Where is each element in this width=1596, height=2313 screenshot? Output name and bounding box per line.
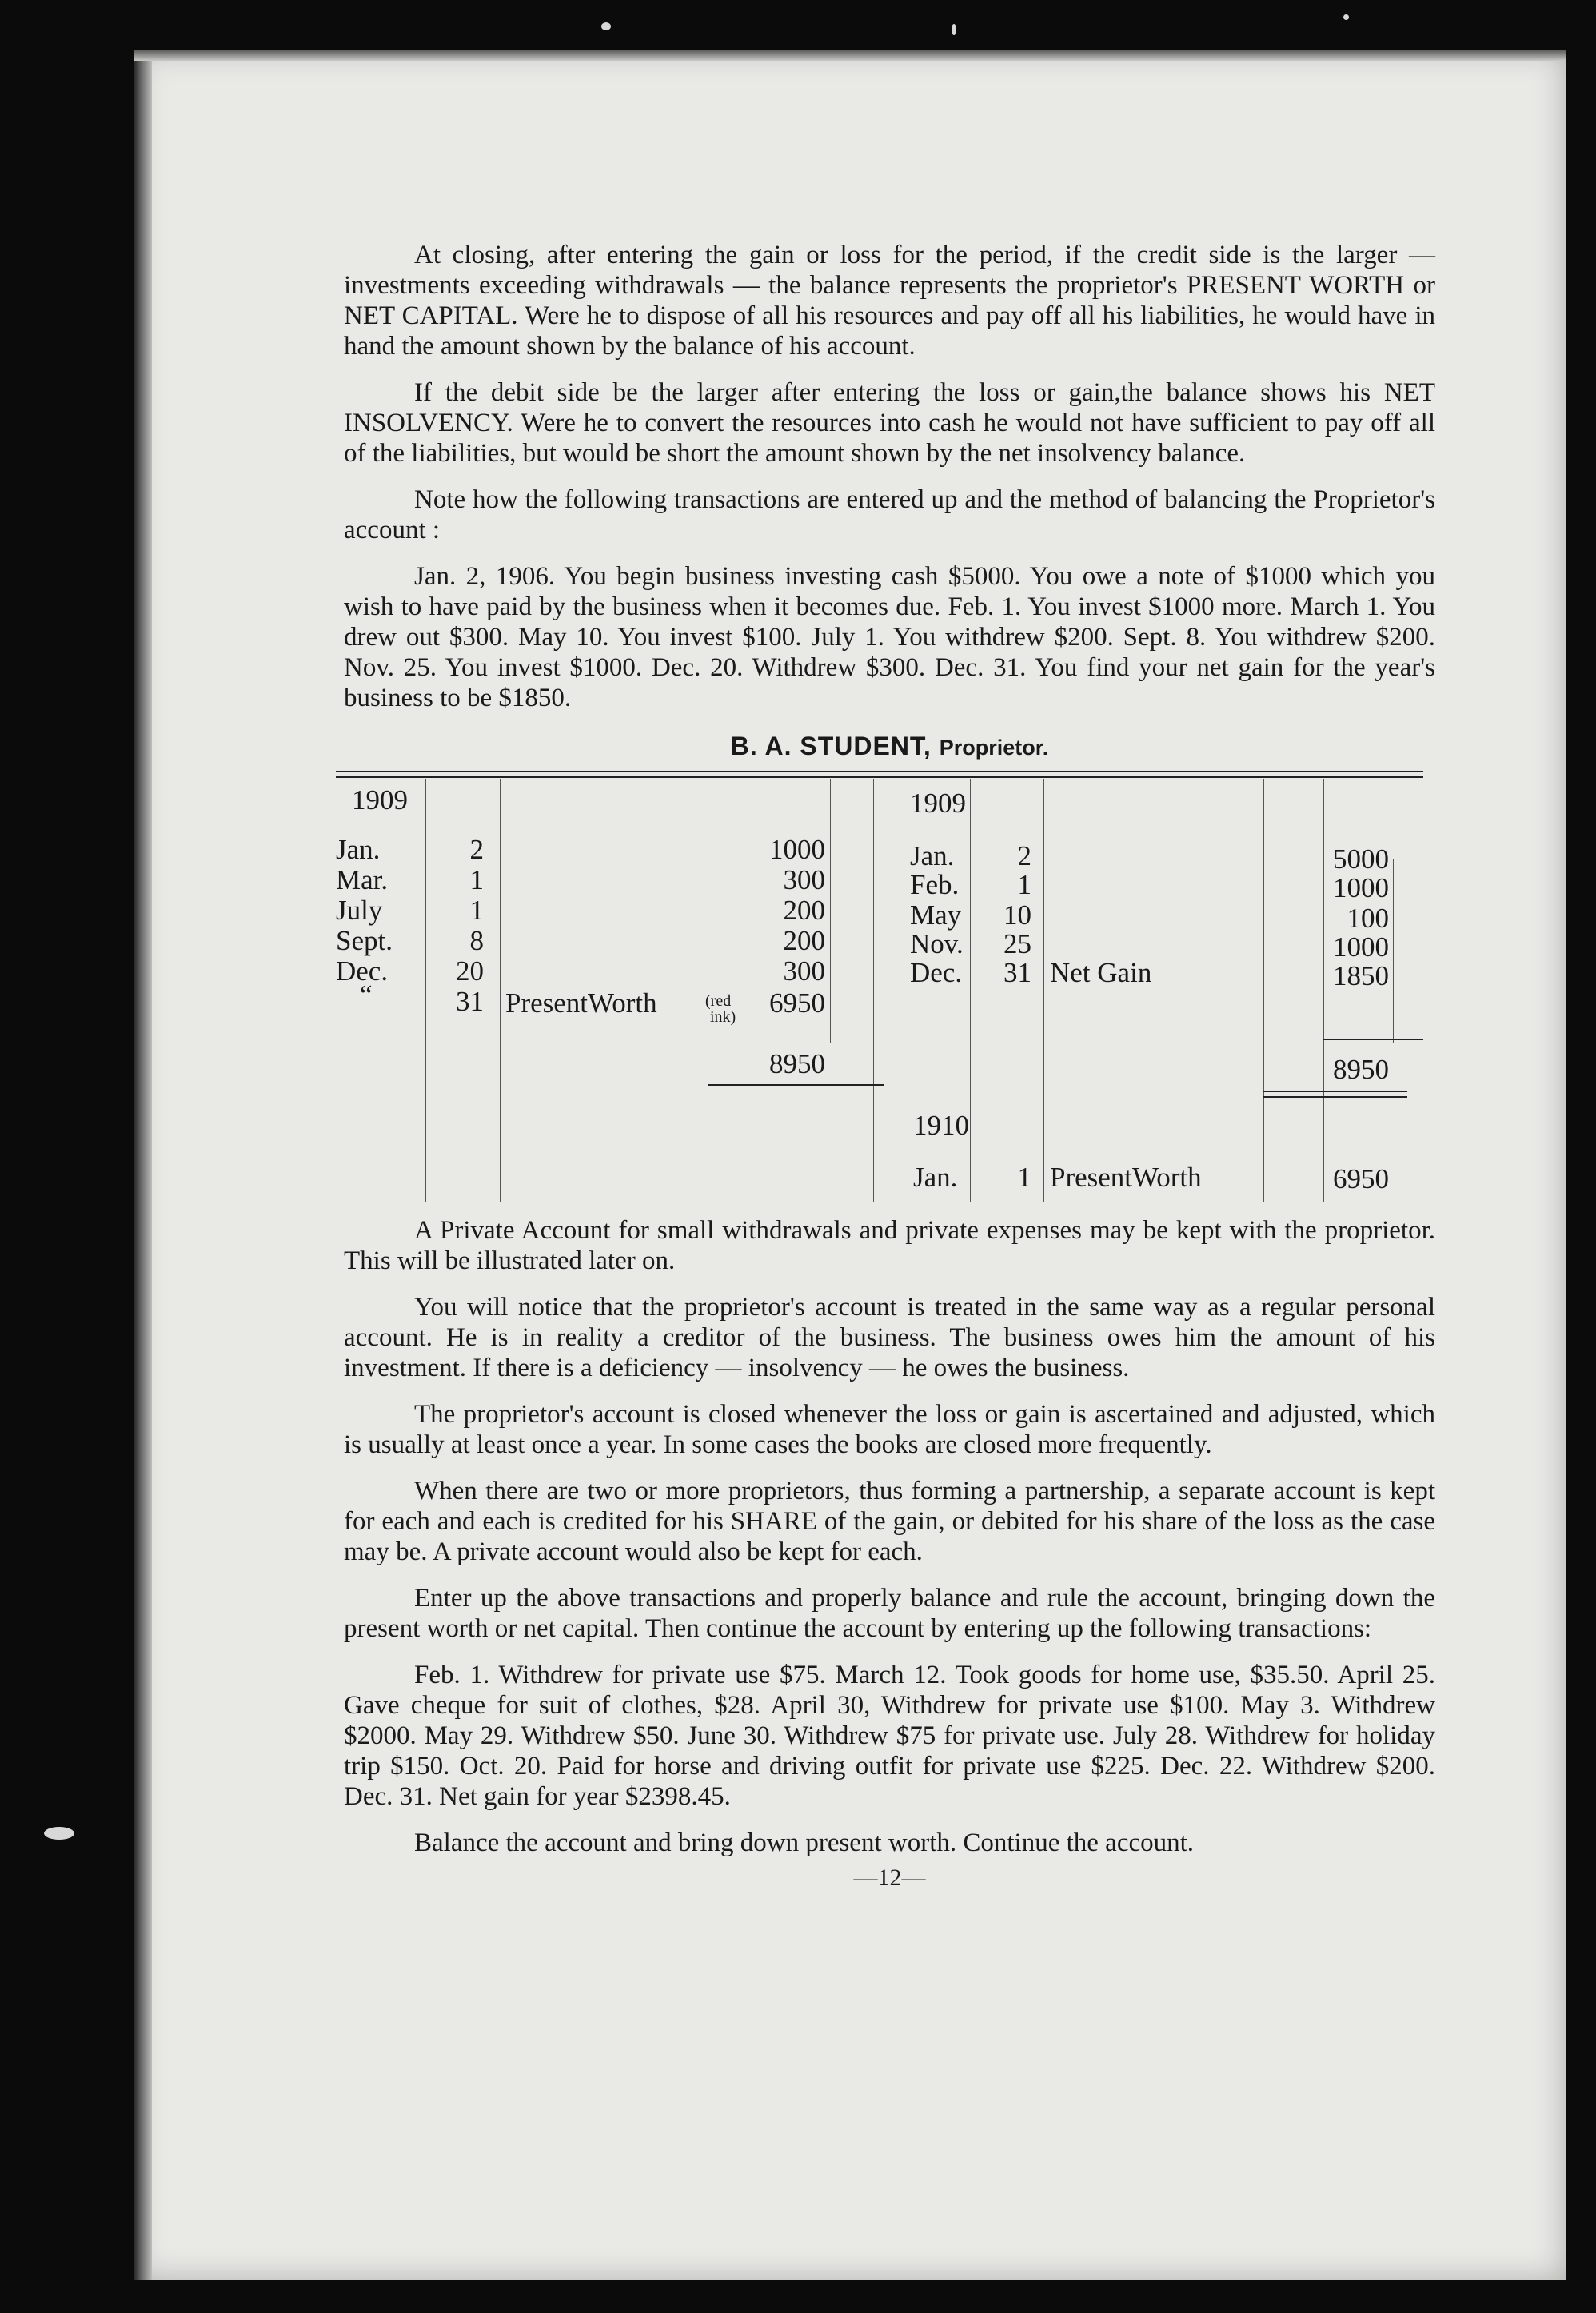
debit-total: 8950 — [769, 1048, 825, 1079]
debit-amount: 300 — [783, 864, 825, 895]
credit-month: May — [910, 899, 962, 931]
present-worth-label: PresentWorth — [505, 987, 657, 1019]
ledger-column-rule — [1263, 779, 1264, 1202]
ledger-subtitle: Proprietor. — [939, 736, 1049, 760]
ledger-column-rule — [1393, 859, 1394, 1043]
ledger-column-rule — [970, 779, 971, 1202]
scan-speck — [44, 1827, 74, 1840]
ledger-top-rule — [336, 776, 1423, 778]
credit-month: Dec. — [910, 957, 963, 988]
debit-month: Dec. — [336, 955, 389, 987]
debit-day: 2 — [469, 834, 484, 865]
debit-month: “ — [360, 979, 373, 1011]
ledger-closing-rule — [1263, 1091, 1407, 1092]
credit-amount: 100 — [1347, 903, 1389, 934]
credit-amount: 1000 — [1333, 931, 1389, 963]
debit-day: 20 — [456, 955, 484, 987]
ledger-column-rule — [425, 779, 426, 1202]
ledger-column-rule — [1043, 779, 1044, 1202]
carried-label: PresentWorth — [1050, 1162, 1202, 1193]
debit-amount: 6950 — [769, 987, 825, 1019]
debit-amount: 200 — [783, 925, 825, 956]
debit-month: Sept. — [336, 925, 393, 956]
credit-amount: 1850 — [1333, 960, 1389, 991]
scan-speck — [1343, 14, 1349, 20]
page-number: —12— — [853, 1864, 926, 1891]
credit-month: Jan. — [910, 840, 955, 871]
paragraph: At closing, after entering the gain or loss for the period, if the credit side is the larger — investments exceeding withdrawals — the balance represents the proprietor's PRESENT WORTH or NET CAPITAL. Were he to dispose of all his resources and pay off all his liabilities, he would have in hand the amount shown by the balance of his account. — [344, 241, 1435, 361]
credit-amount: 1000 — [1333, 872, 1389, 903]
ledger-heading — [344, 731, 1435, 763]
credit-day: 2 — [1017, 840, 1031, 871]
credit-day: 1 — [1017, 869, 1031, 900]
page-binding-edge — [134, 50, 152, 2280]
ledger-column-rule — [830, 779, 831, 1043]
debit-month: Mar. — [336, 864, 389, 895]
paragraph: Enter up the above transactions and properly balance and rule the account, bringing down the present worth or net capital. Then continue the account by entering up the following transactions: — [344, 1584, 1435, 1643]
ledger-top-rule — [336, 771, 1423, 772]
carried-year: 1910 — [913, 1110, 969, 1141]
ledger-column-rule — [873, 779, 874, 1202]
credit-month: Feb. — [910, 869, 960, 900]
debit-amount: 300 — [783, 955, 825, 987]
credit-day: 25 — [1003, 928, 1031, 959]
credit-sum-rule — [1323, 1039, 1423, 1040]
carried-amount: 6950 — [1333, 1163, 1389, 1194]
ledger-title: B. A. STUDENT, — [730, 732, 932, 760]
ledger-closing-rule — [1263, 1096, 1407, 1098]
paragraph: Balance the account and bring down present worth. Continue the account. — [414, 1828, 1195, 1857]
paragraph: If the debit side be the larger after entering the loss or gain,the balance shows his NET INSOLVENCY. Were he to convert the resources into cash he would not have sufficient to pay off all of the liabilities, but would be short the amount shown by the net insolvency balance. — [344, 378, 1435, 468]
debit-amount: 200 — [783, 895, 825, 926]
carried-month: Jan. — [913, 1162, 958, 1193]
page-top-edge — [134, 50, 1566, 61]
paragraph: When there are two or more proprietors, thus forming a partnership, a separate account is kept for each and each is credited for his SHARE of the gain, or debited for his share of the loss as the case may be. A private account would also be kept for each. — [344, 1477, 1435, 1566]
paragraph: Jan. 2, 1906. You begin business investing cash $5000. You owe a note of $1000 which you wish to have paid by the business when it becomes due. Feb. 1. You invest $1000 more. March 1. You drew out $300. May 10. You invest $100. July 1. You withdrew $200. Sept. 8. You withdrew $200. Nov. 25. You invest $1000. Dec. 20. Withdrew $300. Dec. 31. You find your net gain for the year's business to be $1850. — [344, 562, 1435, 712]
ledger-account — [336, 771, 1423, 1202]
credit-day: 31 — [1003, 957, 1031, 988]
debit-amount: 1000 — [769, 834, 825, 865]
paragraph: Note how the following transactions are entered up and the method of balancing the Proprietor's account : — [344, 485, 1435, 544]
ledger-column-rule — [500, 779, 501, 1202]
credit-amount: 5000 — [1333, 843, 1389, 875]
credit-total: 8950 — [1333, 1054, 1389, 1085]
debit-month: July — [336, 895, 383, 926]
page-content — [336, 240, 1435, 1893]
red-ink-note: ink) — [710, 1008, 736, 1026]
red-ink-note: (red — [705, 992, 732, 1010]
debit-day: 8 — [469, 925, 484, 956]
credit-month: Nov. — [910, 928, 964, 959]
debit-day: 1 — [469, 864, 484, 895]
ledger-closing-rule — [708, 1084, 884, 1086]
carried-day: 1 — [1017, 1162, 1031, 1193]
paragraph: A Private Account for small withdrawals and private expenses may be kept with the proprietor. This will be illustrated later on. — [344, 1216, 1435, 1275]
net-gain-label: Net Gain — [1050, 957, 1152, 988]
scan-speck — [601, 22, 611, 30]
paragraph: You will notice that the proprietor's account is treated in the same way as a regular personal account. He is in reality a creditor of the business. The business owes him the amount of his investment. If there is a deficiency — insolvency — he owes the business. — [344, 1293, 1435, 1382]
debit-day: 31 — [456, 986, 484, 1017]
paragraph: Feb. 1. Withdrew for private use $75. March 12. Took goods for home use, $35.50. April 25. Gave cheque for suit of clothes, $28. April 30, Withdrew for private use $100. May 3. Withdrew $2000. May 29. Withdrew $50. June 30. Withdrew $75 for private use. July 28. Withdrew for holiday trip $150. Oct. 20. Paid for horse and driving outfit for private use $225. Dec. 22. Withdrew $200. Dec. 31. Net gain for year $2398.45. — [344, 1661, 1435, 1811]
scan-speck — [952, 24, 956, 35]
debit-month: Jan. — [336, 834, 381, 865]
credit-day: 10 — [1003, 899, 1031, 931]
debit-year: 1909 — [352, 784, 408, 816]
credit-year: 1909 — [910, 788, 966, 819]
paragraph: The proprietor's account is closed whenever the loss or gain is ascertained and adjusted, which is usually at least once a year. In some cases the books are closed more frequently. — [344, 1400, 1435, 1459]
debit-day: 1 — [469, 895, 484, 926]
